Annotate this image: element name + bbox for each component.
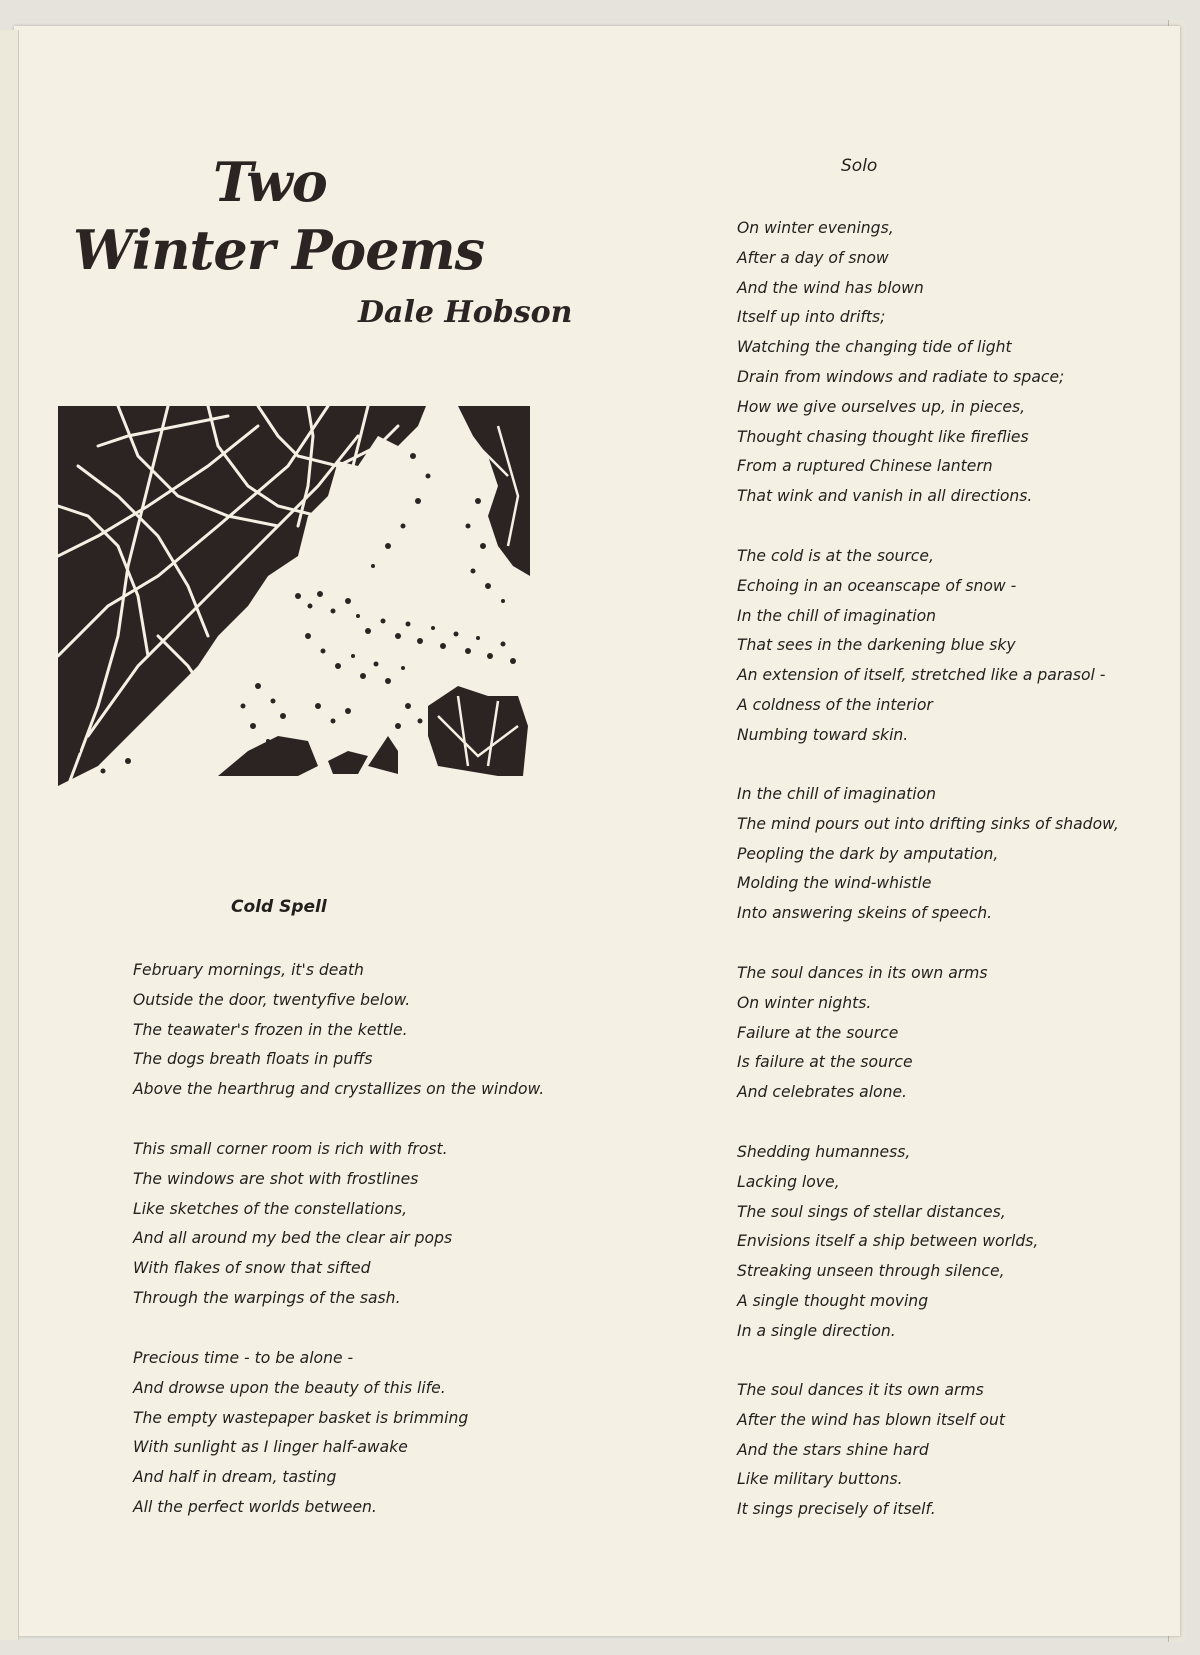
- poem-line: February mornings, it's death: [133, 961, 364, 979]
- solo-stanza-3: [737, 780, 1119, 929]
- poem-line: A coldness of the interior: [737, 695, 933, 714]
- poem-line: In the chill of imagination: [737, 785, 937, 803]
- poem-line: Molding the wind-whistle: [737, 874, 932, 893]
- poem-line: An extension of itself, stretched like a parasol -: [737, 666, 1106, 685]
- poem-line: The cold is at the source,: [737, 547, 934, 565]
- poem-line: Drain from windows and radiate to space;: [737, 367, 1065, 386]
- poem-line: Is failure at the source: [737, 1053, 913, 1072]
- poem-line: The dogs breath floats in puffs: [133, 1050, 373, 1069]
- poem-line: And all around my bed the clear air pops: [133, 1229, 453, 1248]
- poem-line: And the stars shine hard: [737, 1440, 929, 1459]
- poem-line: After the wind has blown itself out: [737, 1410, 1005, 1429]
- poem-line: And half in dream, tasting: [133, 1468, 337, 1487]
- poem-line: From a ruptured Chinese lantern: [737, 457, 993, 476]
- poem-line: Lacking love,: [737, 1172, 840, 1191]
- solo-stanza-5: [737, 1138, 1038, 1347]
- poem-line: That wink and vanish in all directions.: [737, 487, 1033, 506]
- title-line-2: Winter Poems: [73, 218, 485, 282]
- cold-spell-stanza-1: [133, 956, 544, 1105]
- poem-line: Watching the changing tide of light: [737, 338, 1012, 357]
- poem-line: The soul sings of stellar distances,: [737, 1202, 1006, 1221]
- poem-line: And the wind has blown: [737, 278, 924, 297]
- poem-line: The soul dances it its own arms: [737, 1381, 984, 1399]
- title-line-1: Two: [213, 150, 327, 214]
- poem-line: Failure at the source: [737, 1023, 899, 1042]
- poem-line: Outside the door, twentyfive below.: [133, 990, 411, 1009]
- winter-trees-woodcut-illustration: [58, 406, 560, 803]
- poem-line: The mind pours out into drifting sinks of shadow,: [737, 814, 1119, 833]
- poem-line: With flakes of snow that sifted: [133, 1259, 371, 1278]
- poem-line: In the chill of imagination: [737, 606, 937, 625]
- poem-line: The empty wastepaper basket is brimming: [133, 1408, 469, 1427]
- poem-line: In a single direction.: [737, 1321, 896, 1340]
- poem-line: After a day of snow: [737, 248, 889, 267]
- poem-line: Like military buttons.: [737, 1470, 903, 1489]
- cold-spell-stanza-3: [133, 1344, 468, 1523]
- poem-line: Peopling the dark by amputation,: [737, 844, 999, 863]
- solo-stanza-4: [737, 959, 988, 1108]
- poem-line: Thought chasing thought like fireflies: [737, 427, 1029, 446]
- poem-line: That sees in the darkening blue sky: [737, 636, 1016, 655]
- poem-line: On winter nights.: [737, 993, 872, 1012]
- poem-line: Precious time - to be alone -: [133, 1349, 354, 1367]
- poem-line: Numbing toward skin.: [737, 725, 909, 744]
- solo-stanza-6: [737, 1376, 1005, 1525]
- poem-line: Streaking unseen through silence,: [737, 1262, 1005, 1281]
- poem-line: Envisions itself a ship between worlds,: [737, 1232, 1039, 1251]
- poem-line: On winter evenings,: [737, 219, 894, 237]
- poem-line: The teawater's frozen in the kettle.: [133, 1020, 408, 1039]
- poem-line: A single thought moving: [737, 1291, 929, 1310]
- solo-stanza-2: [737, 542, 1105, 751]
- cold-spell-stanza-2: [133, 1135, 452, 1314]
- poem-line: All the perfect worlds between.: [133, 1497, 377, 1516]
- poem-line: How we give ourselves up, in pieces,: [737, 397, 1026, 416]
- poem-line: Like sketches of the constellations,: [133, 1199, 408, 1218]
- poem-line: It sings precisely of itself.: [737, 1500, 936, 1519]
- poem-line: Above the hearthrug and crystallizes on the window.: [133, 1080, 545, 1099]
- poem-line: Shedding humanness,: [737, 1143, 911, 1161]
- poem-line: This small corner room is rich with frost.: [133, 1140, 448, 1158]
- poem-line: Through the warpings of the sash.: [133, 1288, 401, 1307]
- solo-title: Solo: [841, 156, 878, 176]
- poem-line: The soul dances in its own arms: [737, 964, 988, 982]
- poem-line: Into answering skeins of speech.: [737, 904, 993, 923]
- poem-line: And drowse upon the beauty of this life.: [133, 1378, 446, 1397]
- poem-line: Itself up into drifts;: [737, 308, 886, 327]
- poem-line: And celebrates alone.: [737, 1083, 908, 1102]
- poem-line: Echoing in an oceanscape of snow -: [737, 576, 1017, 595]
- page-edge-left: [0, 30, 19, 1640]
- poem-line: The windows are shot with frostlines: [133, 1169, 419, 1188]
- cold-spell-title: Cold Spell: [231, 897, 327, 917]
- poem-line: With sunlight as I linger half-awake: [133, 1438, 408, 1457]
- author-name: Dale Hobson: [358, 295, 573, 330]
- solo-stanza-1: [737, 214, 1064, 512]
- woodcut-left-panel: [58, 406, 426, 786]
